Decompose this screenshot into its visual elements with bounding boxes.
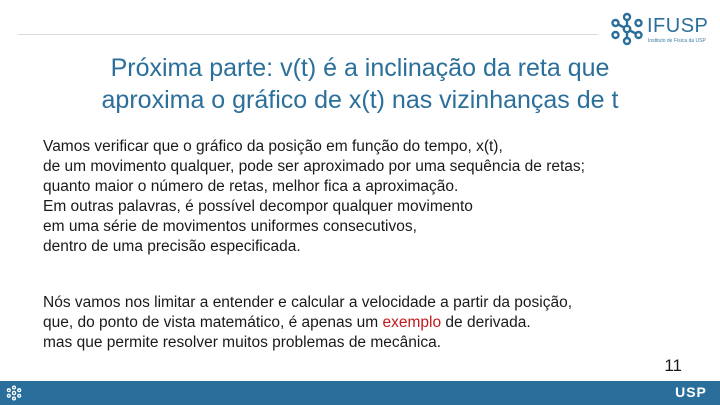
usp-logo-text: USP <box>675 384 707 400</box>
ifusp-logo-subtitle: Instituto de Física da USP <box>648 38 706 44</box>
paragraph-2-line-3: mas que permite resolver muitos problemas de mecânica. <box>43 334 442 351</box>
paragraph-2 <box>43 293 703 353</box>
slide-title-line-2: aproxima o gráfico de x(t) nas vizinhanças de t <box>101 86 619 114</box>
slide-title <box>30 52 690 116</box>
paragraph-2-line-2 <box>43 313 703 333</box>
paragraph-1 <box>43 137 703 257</box>
header-divider <box>18 34 598 35</box>
usp-logo <box>670 382 712 402</box>
paragraph-1-line-4: Em outras palavras, é possível decompor qualquer movimento <box>43 198 473 215</box>
footer-ifusp-icon <box>6 385 22 401</box>
paragraph-2-line-2-end: de derivada. <box>441 314 531 331</box>
paragraph-2-line-2-start: que, do ponto de vista matemático, é apenas um <box>43 314 383 331</box>
footer-bar <box>0 381 720 405</box>
paragraph-1-line-1: Vamos verificar que o gráfico da posição em função do tempo, x(t), <box>43 138 503 155</box>
highlighted-word: exemplo <box>382 314 442 331</box>
paragraph-1-line-2: de um movimento qualquer, pode ser aproximado por uma sequência de retas; <box>43 158 585 175</box>
slide-title-line-1: Próxima parte: v(t) é a inclinação da reta que <box>110 54 610 82</box>
paragraph-2-line-1: Nós vamos nos limitar a entender e calcular a velocidade a partir da posição, <box>43 294 572 311</box>
ifusp-logo-text: IFUSP <box>647 15 709 37</box>
ifusp-logo <box>610 12 710 48</box>
ifusp-logo-icon <box>610 12 644 46</box>
paragraph-1-line-5: em uma série de movimentos uniformes consecutivos, <box>43 218 417 235</box>
page-number: 11 <box>664 356 682 375</box>
paragraph-1-line-6: dentro de uma precisão especificada. <box>43 238 301 255</box>
paragraph-1-line-3: quanto maior o número de retas, melhor fica a aproximação. <box>43 178 459 195</box>
